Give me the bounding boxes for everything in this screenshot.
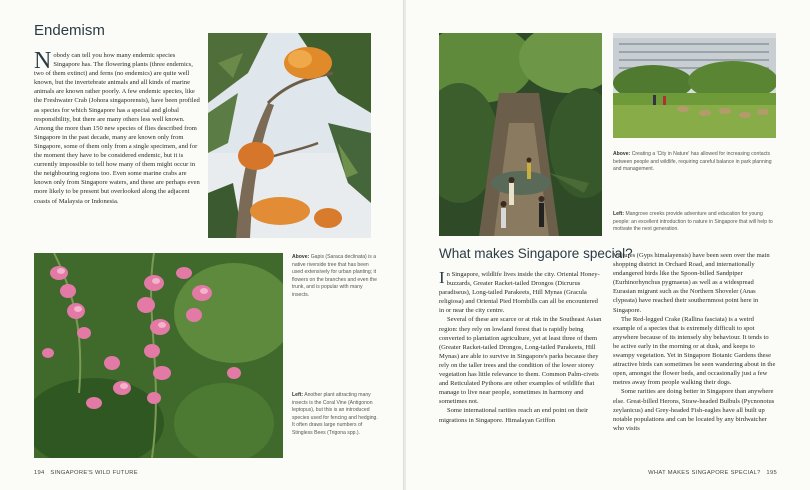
caption-city-in-nature: Above: Creating a 'City in Nature' has allowed for increasing contacts between people and wildlife, requiring careful balance in park planning and management.: [613, 151, 772, 173]
city-in-nature-photo: [613, 33, 776, 138]
running-head: SINGAPORE'S WILD FUTURE: [50, 470, 138, 476]
page-number: 194: [34, 470, 45, 476]
paragraph: The Red-legged Crake (Rallina fasciata) is a weird example of a species that is extremely difficult to spot anywhere because of its intensely shy behaviour. It tends to be active early in the morning or at dusk, and keeps to swampy vegetation. Yet in Singapore Botanic Gardens these attractive birds can sometimes be seen wandering about in the open, amongst the flower beds, and occasionally just a few metres away from people walking their dogs.: [613, 315, 776, 387]
folio-right: [648, 470, 777, 476]
special-body-col1: [439, 270, 602, 425]
saraca-tree-photo: [208, 33, 371, 238]
section-title-endemism: Endemism: [34, 22, 105, 39]
caption-mangrove: Left: Mangrove creeks provide adventure and education for young people: an excellent introduction to nature in Singapore that will help to motivate the next generation.: [613, 211, 773, 233]
endemism-body-text: [34, 48, 200, 206]
mangrove-creek-photo: [439, 33, 602, 236]
caption-saraca: Above: Gapis (Saraca declinata) is a native riverside tree that has been used extensively for urban planting; it flowers on the branches and even the trunk, and is popular with many insects.: [292, 254, 377, 298]
paragraph: Some rarities are doing better in Singapore than anywhere else. Great-billed Herons, Straw-headed Bulbuls (Pycnonotus zeylanicus) and Grey-headed Fish-eagles have all built up notable populations and can be located by any birdwatcher who visits: [613, 388, 775, 432]
section-title-what-makes-singapore-special: What makes Singapore special?: [439, 246, 633, 261]
caption-coral-vine: Left: Another plant attracting many insects is the Coral Vine (Antigonon leptopus), but this is an introduced species used for fencing and hedging. It often draws large numbers of Stingless Bees (Trigona spp.).: [292, 392, 378, 436]
page-number: 195: [766, 470, 777, 476]
coral-vine-photo: [34, 253, 283, 458]
endemism-paragraph: obody can tell you how many endemic species Singapore has. The flowering plants (three endemics, two of them extinct) and ferns (no endemics) are quite well known, but the invertebrate animals and all kinds of marine animals are known rather poorly. A few endemic species, like the Freshwater Crab (Johora singaporensis), have been profiled as species for which Singapore has a special and global responsibility, but there are many others less well known. Among the more than 150 new species of flies described from Singapore in the past decade, many are known only from Singapore, some of them only from a single specimen, and for the moment they have to be considered endemic, but it is currently impossible to tell how many of them might occur in the neighbouring regions too. Even some marine crabs are known only from Singapore waters, and these are perhaps even more likely to be present but overlooked along the adjacent coasts of Malaysia or Indonesia.: [34, 52, 200, 205]
folio-left: [34, 470, 138, 476]
paragraph: Vultures (Gyps himalayensis) have been seen over the main shopping district in Orchard Road, and internationally endangered birds like the Spoon-billed Sandpiper (Eurhinorhynchus pygmaeus) as well as a widespread Eurasian migrant such as the Northern Shoveler (Anas clypeata) have reached their southernmost point here in Singapore.: [613, 252, 770, 314]
special-body-col2: [613, 251, 776, 433]
drop-cap: N: [34, 48, 52, 74]
right-page: [406, 0, 810, 490]
paragraph: n Singapore, wildlife lives inside the city. Oriental Honey-buzzards, Greater Racket-tailed Drongos (Dicrurus paradiseus), Long-tailed Parakeets, Hill Mynas (Gracula religiosa) and Oriental Pied Hornbills can all be encountered in or near the city centre.: [439, 271, 600, 315]
left-page: [0, 0, 404, 490]
drop-cap: I: [439, 268, 445, 287]
running-head: WHAT MAKES SINGAPORE SPECIAL?: [648, 470, 761, 476]
paragraph: Several of these are scarce or at risk in the Southeast Asian region: they rely on lowland forest that is rapidly being converted to plantation agriculture, yet at least three of them (Greater Racket-tailed Drongos, Long-tailed Parakeets, Hill Mynas) are able to survive in Singapore's parks because they rely on the taller trees and the condition of the lower storey vegetation has little relevance to them. Common Palm-civets and Reticulated Pythons are other examples of wildlife that manage to live near people, sometimes in harmony and sometimes not.: [439, 316, 602, 406]
paragraph: Some international rarities reach an end point on their migrations in Singapore. Himalayan Griffon: [439, 407, 589, 424]
